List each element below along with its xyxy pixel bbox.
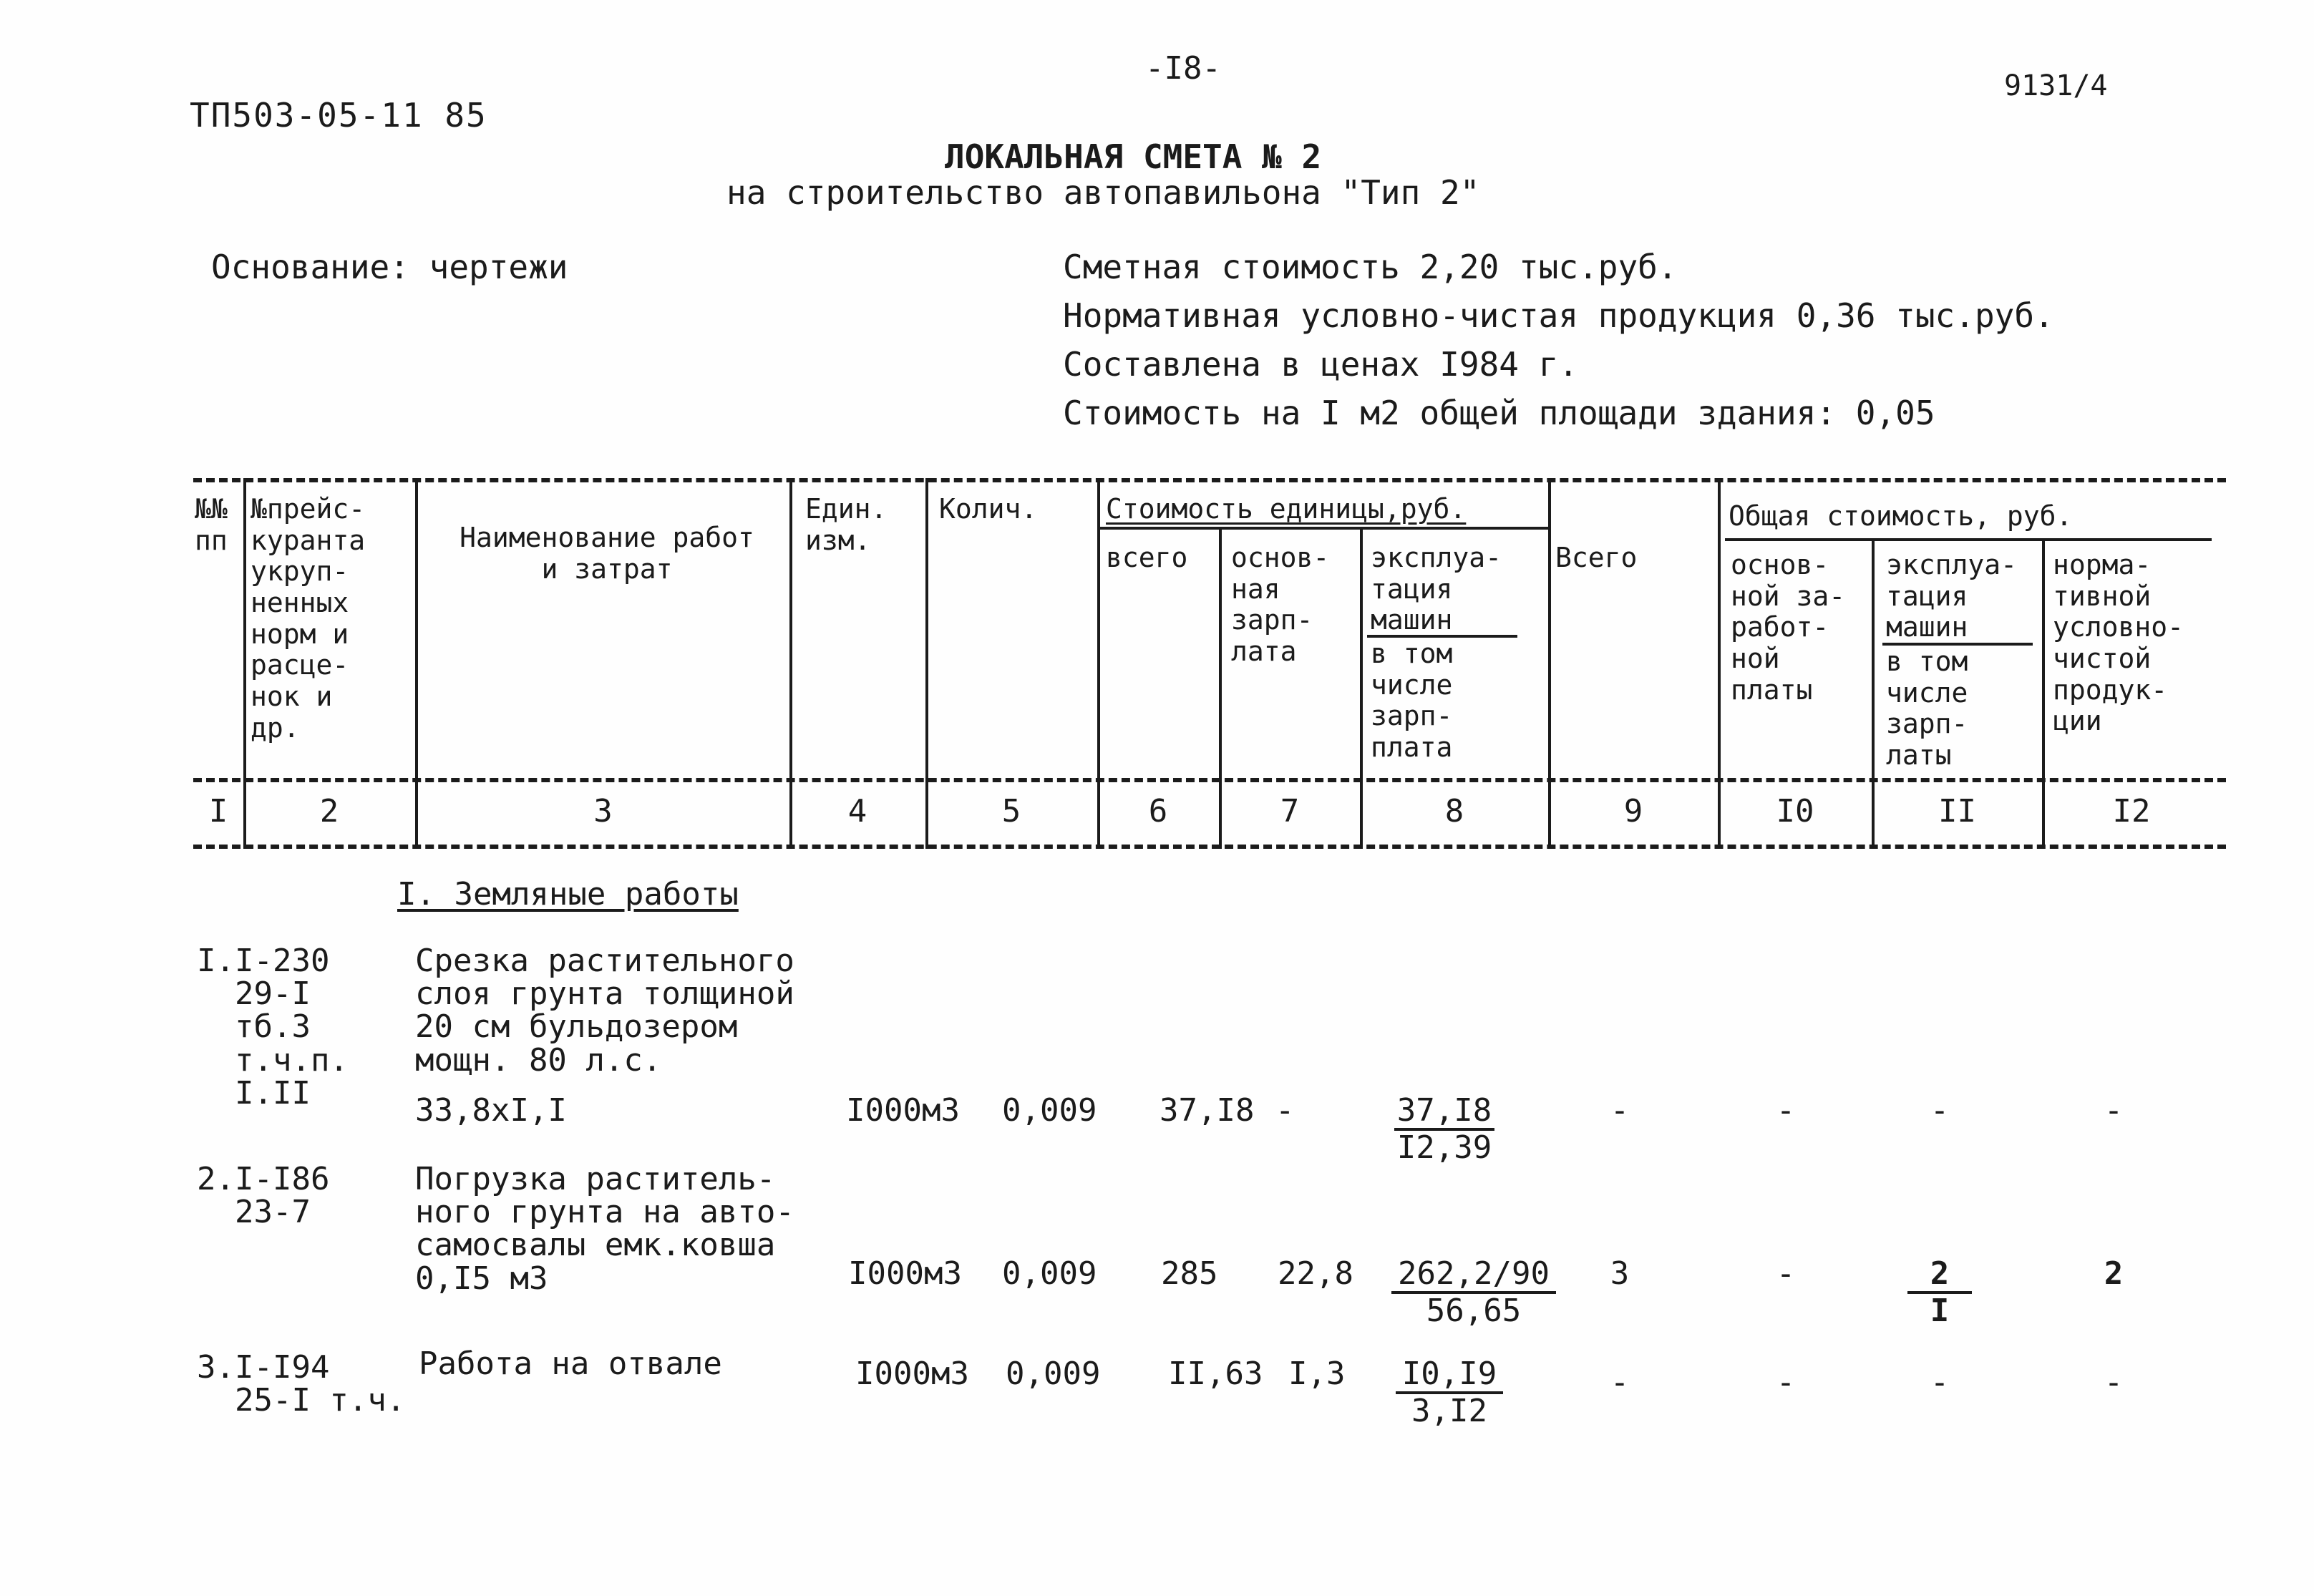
header-col8-bottom: в том числе зарп- плата: [1371, 638, 1453, 764]
row-unit-wage: 22,8: [1278, 1255, 1353, 1292]
document-title: ЛОКАЛЬНАЯ СМЕТА № 2: [945, 137, 1322, 176]
column-numbers-rule: [193, 845, 2226, 849]
header-col10: основ- ной за- работ- ной платы: [1731, 549, 1846, 706]
col-divider: [1360, 530, 1363, 849]
document-subtitle: на строительство автопавильона "Тип 2": [726, 173, 1480, 212]
row-unit-total: 37,I8: [1160, 1092, 1255, 1129]
col-divider: [925, 478, 928, 849]
row-unit-total: II,63: [1168, 1356, 1263, 1392]
header-unit-cost-group: Стоимость единицы,руб.: [1106, 493, 1467, 525]
section-title: I. Земляные работы: [397, 876, 739, 913]
column-number: II: [1938, 793, 1976, 829]
machine-cost-wage: 3,I2: [1411, 1393, 1487, 1429]
col-divider: [1097, 478, 1100, 849]
info-normative-output: Нормативная условно-чистая продукция 0,36 тыс.руб.: [1063, 296, 2054, 335]
row-unit-wage: -: [1275, 1092, 1295, 1129]
row-machine-total: [1907, 1255, 1972, 1329]
column-number: 2: [319, 793, 339, 829]
col-divider: [1219, 530, 1222, 849]
header-total-cost-group: Общая стоимость, руб.: [1729, 500, 2073, 532]
col-divider: [415, 478, 418, 849]
row-all-total: -: [1610, 1364, 1630, 1401]
machine-cost-wage: I2,39: [1396, 1129, 1492, 1166]
row-normative: -: [2104, 1092, 2124, 1129]
row-all-total: -: [1610, 1092, 1630, 1129]
row-name: Погрузка раститель- ного грунта на авто- самосвалы емк.ковша 0,I5 м3: [415, 1161, 794, 1297]
machine-cost-total: 262,2/90: [1391, 1258, 1556, 1294]
header-col2: №прейс- куранта укруп- ненных норм и расце- нок и др.: [251, 493, 366, 744]
col-divider: [1548, 478, 1551, 849]
column-number: 4: [847, 793, 867, 829]
col-divider: [243, 478, 246, 849]
row-base-wage: -: [1776, 1255, 1796, 1292]
machine-total-value: 2: [1907, 1258, 1972, 1294]
total-cost-group-rule: [1725, 538, 2212, 541]
row-code: 3.I-I94 25-I т.ч.: [197, 1349, 406, 1419]
column-number: I: [208, 793, 228, 829]
col-divider: [1872, 541, 1875, 849]
header-col7: основ- ная зарп- лата: [1231, 542, 1330, 668]
header-col4: Един. изм.: [805, 493, 888, 556]
row-unit-wage: I,3: [1288, 1356, 1346, 1392]
header-col1: №№ пп: [195, 493, 228, 556]
row-all-total: 3: [1610, 1255, 1630, 1292]
header-col5: Колич.: [939, 493, 1038, 525]
machine-cost-total: I0,I9: [1396, 1358, 1503, 1394]
row-code: I.I-230 29-I тб.3 т.ч.п. I.II: [197, 943, 349, 1111]
header-col9: Всего: [1555, 542, 1638, 573]
column-number: I0: [1776, 793, 1814, 829]
document-code: ТП503-05-11 85: [190, 96, 487, 135]
info-estimated-cost: Сметная стоимость 2,20 тыс.руб.: [1063, 248, 1678, 286]
column-number: 8: [1444, 793, 1464, 829]
row-base-wage: -: [1776, 1092, 1796, 1129]
row-machine-cost: [1391, 1255, 1556, 1329]
info-prices-year: Составлена в ценах I984 г.: [1063, 345, 1579, 384]
unit-cost-group-rule: [1097, 527, 1548, 530]
table-top-rule: [193, 478, 2226, 482]
row-name: Работа на отвале: [419, 1346, 722, 1382]
header-col11-top: эксплуа- тация машин: [1886, 549, 2018, 643]
machine-total-wage: I: [1930, 1293, 1950, 1329]
row-name: Срезка растительного слоя грунта толщиной 20 см бульдозером мощн. 80 л.с.: [415, 943, 794, 1079]
machine-cost-total: 37,I8: [1394, 1095, 1494, 1131]
column-number: I2: [2112, 793, 2151, 829]
row-quantity: 0,009: [1002, 1255, 1097, 1292]
header-col6: всего: [1106, 542, 1188, 573]
info-cost-per-m2: Стоимость на I м2 общей площади здания: 0,05: [1063, 394, 1935, 432]
column-number: 9: [1623, 793, 1643, 829]
column-number: 7: [1280, 793, 1300, 829]
basis-line: Основание: чертежи: [211, 248, 568, 286]
row-machine-total: -: [1930, 1364, 1950, 1401]
row-base-wage: -: [1776, 1364, 1796, 1401]
row-normative: -: [2104, 1364, 2124, 1401]
row-quantity: 0,009: [1006, 1356, 1101, 1392]
row-unit: I000м3: [855, 1356, 969, 1392]
row-code: 2.I-I86 23-7: [197, 1161, 330, 1231]
row-normative: 2: [2104, 1255, 2124, 1292]
header-bottom-rule: [193, 778, 2226, 782]
column-number: 5: [1001, 793, 1021, 829]
page-number: -I8-: [1145, 50, 1221, 87]
row-unit-total: 285: [1161, 1255, 1218, 1292]
sheet-reference: 9131/4: [2004, 69, 2108, 102]
machine-cost-wage: 56,65: [1426, 1293, 1522, 1329]
column-number: 6: [1148, 793, 1168, 829]
row-machine-cost: [1396, 1358, 1503, 1427]
col-divider: [1718, 478, 1721, 849]
row-unit: I000м3: [848, 1255, 962, 1292]
header-col11-bottom: в том числе зарп- латы: [1886, 646, 1968, 772]
row-machine-cost: [1394, 1092, 1494, 1166]
column-number: 3: [593, 793, 613, 829]
header-col3: Наименование работ и затрат: [460, 522, 754, 585]
header-col12: норма- тивной условно- чистой продук- ции: [2053, 549, 2184, 737]
col-divider: [2042, 541, 2045, 849]
row-unit: I000м3: [846, 1092, 960, 1129]
row-quantity: 0,009: [1002, 1092, 1097, 1129]
row-machine-total: -: [1930, 1092, 1950, 1129]
row-name-extra: 33,8хI,I: [415, 1092, 567, 1129]
header-col8-top: эксплуа- тация машин: [1371, 542, 1502, 636]
col-divider: [789, 478, 792, 849]
